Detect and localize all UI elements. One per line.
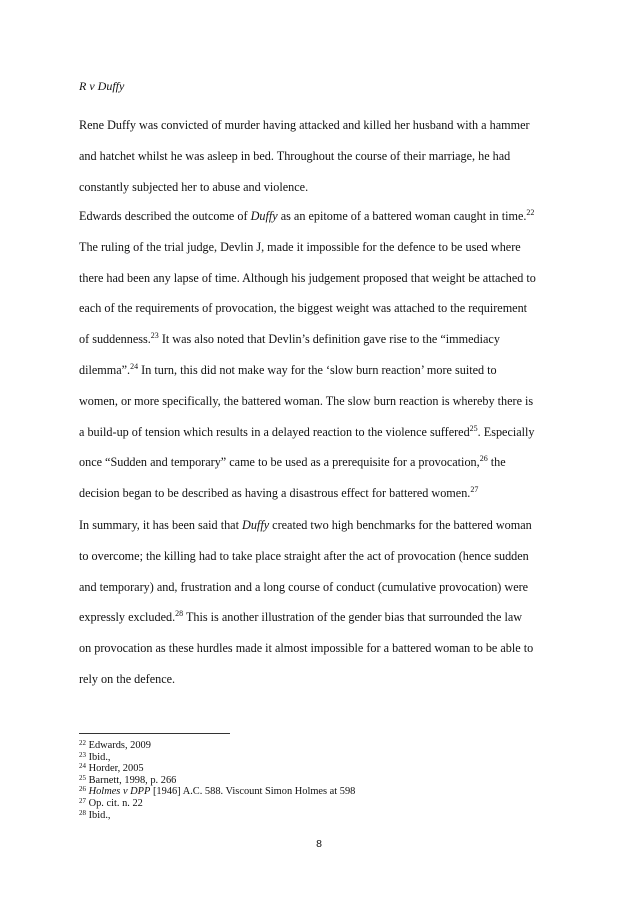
footnote-ref: 23: [79, 750, 86, 759]
text-run: once “Sudden and temporary” came to be used as a prerequisite for a provocation,: [79, 455, 480, 470]
text-run: Horder, 2005: [86, 763, 144, 775]
footnote-ref: 27: [79, 797, 86, 805]
text-line: [79, 641, 533, 656]
footnote-ref: 22: [79, 739, 86, 747]
text-run: Edwards, 2009: [86, 740, 151, 751]
text-run: This is another illustration of the gender bias that surrounded the law: [183, 610, 523, 625]
text-run: to overcome; the killing had to take place straight after the act of provocation (hence sudden: [79, 548, 529, 563]
text-run: It was also noted that Devlin’s definition gave rise to the “immediacy: [158, 332, 500, 347]
text-line: [79, 363, 497, 378]
text-run: [1946] A.C. 588. Viscount Simon Holmes at 598: [150, 786, 356, 798]
footnote: [79, 786, 355, 797]
text-run: Edwards described the outcome of: [79, 209, 251, 223]
text-line: [79, 518, 532, 533]
footnote-ref: 22: [526, 208, 535, 217]
text-line: [79, 118, 530, 133]
text-run: the: [487, 455, 506, 470]
case-heading: R v Duffy: [79, 79, 125, 93]
text-line: [79, 209, 534, 224]
text-run: . Especially: [477, 424, 535, 439]
text-run: In summary, it has been said that: [79, 518, 243, 532]
text-line: [79, 425, 535, 440]
text-run: a build-up of tension which results in a delayed reaction to the violence suffered: [79, 424, 470, 439]
text-run: Barnett, 1998, p. 266: [86, 774, 177, 786]
text-run: expressly excluded.: [79, 610, 176, 625]
text-line: [79, 180, 308, 195]
footnote-ref: 27: [470, 485, 479, 495]
text-run: The ruling of the trial judge, Devlin J, made it impossible for the defence to be used where: [79, 239, 521, 254]
text-line: [79, 394, 533, 409]
footnote-ref: 25: [469, 423, 478, 433]
text-line: [79, 580, 528, 595]
text-run: Ibid.,: [86, 751, 111, 763]
footnote: [79, 798, 143, 809]
text-run: In turn, this did not make way for the ‘slow burn reaction’ more suited to: [138, 363, 497, 377]
footnote-ref: 26: [79, 785, 86, 794]
text-run: Ibid.,: [86, 809, 111, 821]
footnote-ref: 25: [79, 773, 86, 782]
text-run: women, or more specifically, the battered woman. The slow burn reaction is whereby there is: [79, 393, 534, 408]
footnote: [79, 810, 111, 821]
text-run: of suddenness.: [79, 332, 151, 347]
footnote: [79, 752, 111, 763]
text-run: created two high benchmarks for the battered woman: [269, 518, 532, 532]
text-line: [79, 271, 536, 286]
text-run: each of the requirements of provocation, the biggest weight was attached to the requirement: [79, 301, 528, 316]
text-run: constantly subjected her to abuse and violence.: [79, 179, 309, 194]
text-run: decision began to be described as having a disastrous effect for battered women.: [79, 486, 471, 501]
page-number: 8: [316, 838, 322, 850]
text-run: dilemma”.: [79, 363, 131, 377]
footnote-ref: 26: [479, 454, 488, 464]
text-run: and hatchet whilst he was asleep in bed. Throughout the course of their marriage, he had: [79, 148, 511, 163]
text-line: [79, 610, 522, 625]
footnote: [79, 763, 144, 774]
footnote-ref: 23: [150, 331, 159, 341]
text-run: and temporary) and, frustration and a long course of conduct (cumulative provocation) were: [79, 579, 529, 594]
italic-text: Duffy: [250, 209, 278, 223]
text-line: [79, 332, 500, 347]
text-line: [79, 455, 506, 470]
text-line: [79, 672, 175, 687]
text-line: [79, 240, 521, 255]
italic-text: Duffy: [242, 518, 270, 532]
text-run: as an epitome of a battered woman caught in time.: [277, 209, 527, 223]
footnote: [79, 740, 151, 751]
text-line: [79, 301, 527, 316]
text-run: rely on the defence.: [79, 672, 176, 686]
text-line: [79, 149, 510, 164]
footnote: [79, 775, 176, 786]
footnote-ref: 28: [175, 609, 184, 619]
italic-text: Holmes v DPP: [88, 786, 151, 798]
text-line: [79, 549, 529, 564]
footnote-ref: 24: [130, 362, 139, 371]
text-line: [79, 486, 478, 501]
footnote-separator: [79, 733, 230, 734]
text-run: on provocation as these hurdles made it almost impossible for a battered woman to be able to: [79, 641, 534, 656]
text-run: Rene Duffy was convicted of murder having attacked and killed her husband with a hammer: [79, 118, 530, 132]
footnote-ref: 28: [79, 808, 86, 817]
text-run: there had been any lapse of time. Although his judgement proposed that weight be attached to: [79, 270, 536, 285]
footnote-ref: 24: [79, 762, 86, 771]
text-run: Op. cit. n. 22: [86, 798, 143, 809]
